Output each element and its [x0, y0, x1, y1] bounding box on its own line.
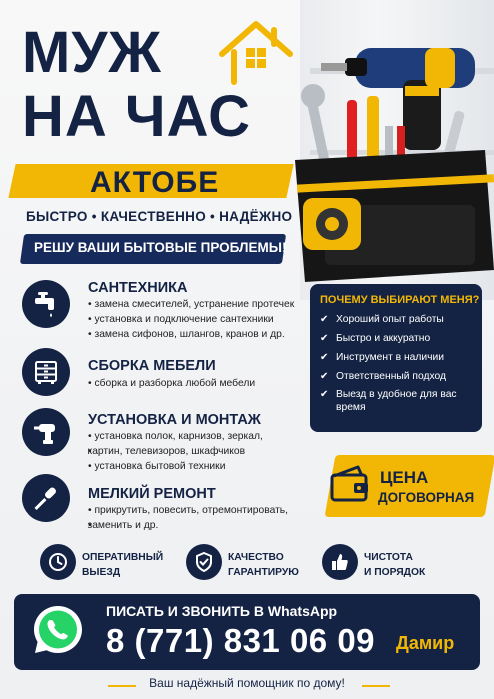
- clock-icon: [40, 544, 76, 580]
- service-list: [88, 504, 288, 534]
- shield-check-icon: [186, 544, 222, 580]
- service-title: САНТЕХНИКА: [88, 280, 188, 296]
- title-line-2: НА ЧАС: [22, 84, 251, 149]
- list-item: ✔ Хороший опыт работы: [320, 314, 472, 327]
- advantage-line-1: ОПЕРАТИВНЫЙ: [82, 552, 164, 563]
- drill-icon: [22, 408, 70, 456]
- wallet-icon: [328, 462, 372, 506]
- list-item: ✔ Быстро и аккуратно: [320, 333, 472, 346]
- service-list: [88, 377, 255, 392]
- advantage-line-2: ВЫЕЗД: [82, 567, 121, 578]
- list-item: [88, 519, 288, 534]
- service-installation: [22, 408, 292, 474]
- whatsapp-icon[interactable]: [30, 602, 86, 658]
- service-furniture: [22, 348, 292, 396]
- service-list: [88, 298, 294, 343]
- service-plumbing: [22, 280, 295, 344]
- list-item: [88, 445, 263, 460]
- contact-title: ПИСАТЬ И ЗВОНИТЬ В WhatsApp: [106, 603, 338, 619]
- city-name: АКТОБЕ: [90, 166, 220, 199]
- service-title: СБОРКА МЕБЕЛИ: [88, 358, 216, 374]
- list-item: • установка бытовой техники: [88, 460, 263, 475]
- list-item: ✔ Выезд в удобное для вас время: [320, 389, 472, 415]
- price-value: ДОГОВОРНАЯ: [378, 490, 475, 505]
- advantages-row: [20, 540, 476, 592]
- price-label: ЦЕНА: [380, 468, 429, 487]
- advantage-line-1: ЧИСТОТА: [364, 552, 413, 563]
- advantage-line-2: ГАРАНТИРУЮ: [228, 567, 299, 578]
- dresser-icon: [22, 348, 70, 396]
- service-list: [88, 430, 263, 475]
- slogan: БЫСТРО • КАЧЕСТВЕННО • НАДЁЖНО: [26, 209, 293, 224]
- advantage-line-2: И ПОРЯДОК: [364, 567, 426, 578]
- house-icon: [216, 18, 296, 88]
- list-item: • замена смесителей, устранение протечек: [88, 298, 294, 313]
- service-title: УСТАНОВКА И МОНТАЖ: [88, 412, 261, 428]
- list-item: • сборка и разборка любой мебели: [88, 377, 255, 392]
- title-line-1: МУЖ: [22, 20, 162, 85]
- list-item: • замена сифонов, шлангов, кранов и др.: [88, 328, 294, 343]
- phone-number[interactable]: 8 (771) 831 06 09: [106, 622, 376, 659]
- list-item: • установка полок, карнизов, зеркал,: [88, 430, 263, 445]
- why-me-title: ПОЧЕМУ ВЫБИРАЮТ МЕНЯ?: [320, 294, 480, 306]
- list-item-continued: заменить и др.: [87, 519, 159, 531]
- list-item: • прикрутить, повесить, отремонтировать,: [88, 504, 288, 519]
- list-item-continued: картин, телевизоров, шкафчиков: [87, 445, 246, 457]
- tool-bag-illustration: [285, 30, 494, 292]
- faucet-icon: [22, 280, 70, 328]
- problem-banner-text: РЕШУ ВАШИ БЫТОВЫЕ ПРОБЛЕМЫ!: [34, 240, 287, 255]
- advantage-line-1: КАЧЕСТВО: [228, 552, 284, 563]
- screwdriver-icon: [22, 474, 70, 522]
- contact-name: Дамир: [396, 633, 455, 653]
- service-title: МЕЛКИЙ РЕМОНТ: [88, 486, 216, 502]
- list-item: ✔ Инструмент в наличии: [320, 352, 472, 365]
- footer-tagline: Ваш надёжный помощник по дому!: [149, 676, 345, 690]
- why-me-panel: [310, 284, 482, 432]
- footer-divider-right: [362, 685, 390, 687]
- list-item: ✔ Ответственный подход: [320, 371, 472, 384]
- thumbs-up-icon: [322, 544, 358, 580]
- why-me-list: [320, 314, 472, 415]
- list-item: • установка и подключение сантехники: [88, 313, 294, 328]
- service-repair: [22, 474, 292, 532]
